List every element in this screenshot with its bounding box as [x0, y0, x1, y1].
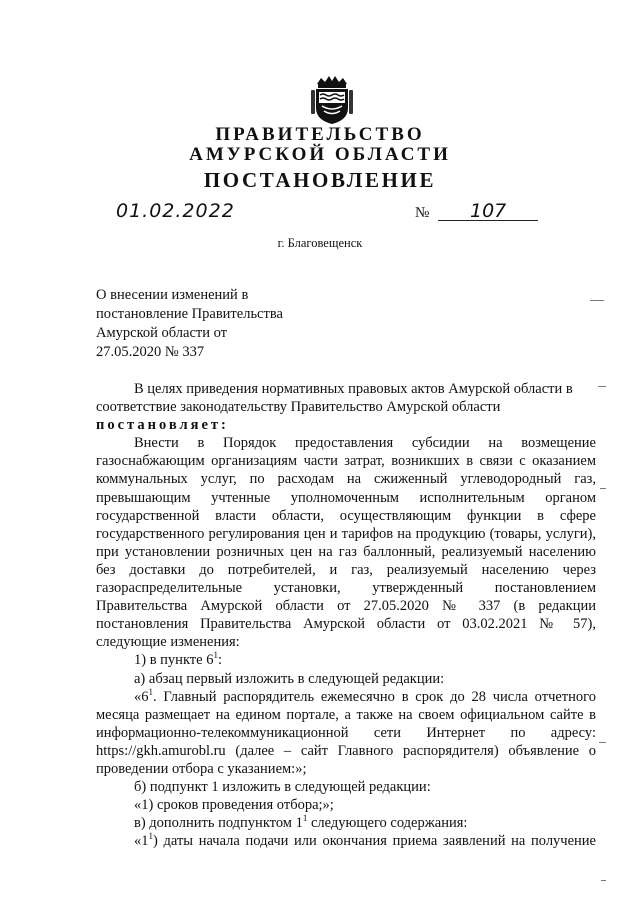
number-underline: [438, 220, 538, 221]
document-number-handwritten: 107: [470, 200, 507, 222]
intro-line: соответствие законодательству Правительство Амурской области: [96, 399, 501, 416]
intro-line: В целях приведения нормативных правовых актов Амурской области в: [134, 381, 573, 397]
subject-line: О внесении изменений в: [96, 287, 249, 303]
scan-speck: [598, 386, 606, 387]
quote-line: https://gkh.amurobl.ru (далее – сайт Главного распорядителя) объявление о: [96, 742, 596, 759]
subject-line: постановление Правительства: [96, 306, 283, 322]
quote-line: «1) сроков проведения отбора;»;: [134, 797, 334, 814]
city-line: г. Благовещенск: [277, 236, 363, 250]
paragraph-line: без доставки до потребителей, и газ, реализуемый населению через: [96, 561, 596, 578]
document-date-handwritten: 01.02.2022: [116, 200, 235, 222]
document-body: [96, 380, 596, 850]
paragraph-line: газораспределительные установки, утвержденный постановлением: [96, 580, 596, 597]
paragraph-line: превышающим учтенные уполномоченным исполнительным органом: [96, 489, 596, 506]
org-title-line1: ПРАВИТЕЛЬСТВО: [215, 124, 425, 145]
scan-speck: [590, 300, 604, 301]
scan-speck: [601, 880, 606, 881]
item-v: в) дополнить подпунктом $1^1$ следующего содержания:: [134, 813, 468, 832]
scan-speck: [599, 742, 606, 743]
scan-speck: [600, 488, 606, 489]
paragraph-line: государственной власти области, осуществляющим функции в сфере: [96, 507, 596, 524]
quote-line: информационно-телекоммуникационной сети Интернет по адресу:: [96, 724, 596, 741]
paragraph-line: Правительства Амурской области от 27.05.2020 № 337 (в редакции: [96, 598, 596, 615]
quote-line: месяца размещает на едином портале, а также на своем официальном сайте в: [96, 706, 596, 723]
paragraph-line: коммунальных услуг, по расходам на сжиженный углеводородный газ,: [96, 471, 596, 488]
quote-line: проведении отбора с указанием:»;: [96, 760, 307, 777]
paragraph-line: следующие изменения:: [96, 634, 240, 651]
item-1: 1) в пункте $6^1$:: [134, 650, 222, 669]
paragraph-line: государственного регулирования цен и тарифов на продукцию (товары, услуги),: [96, 525, 596, 542]
subject-line: 27.05.2020 № 337: [96, 344, 205, 360]
item-a: а) абзац первый изложить в следующей редакции:: [134, 670, 445, 687]
quote-line: «$1^1$) даты начала подачи или окончания приема заявлений на получение: [134, 831, 596, 850]
number-label: №: [415, 205, 430, 221]
quote-line: «$6^1$. Главный распорядитель ежемесячно в срок до 28 числа отчетного: [134, 686, 596, 705]
amur-region-coat-of-arms-icon: [309, 70, 355, 126]
item-b: б) подпункт 1 изложить в следующей редакции:: [134, 779, 431, 796]
paragraph-line: газоснабжающим организациям части затрат, возникших в связи с оказанием: [96, 453, 596, 470]
subject-line: Амурской области от: [96, 325, 228, 341]
document-type-title: ПОСТАНОВЛЕНИЕ: [203, 168, 437, 192]
paragraph-line: Внести в Порядок предоставления субсидии на возмещение: [134, 435, 596, 452]
org-title-line2: АМУРСКОЙ ОБЛАСТИ: [189, 144, 451, 165]
document-subject: [96, 286, 356, 362]
paragraph-line: постановления Правительства Амурской области от 03.02.2021 № 57),: [96, 616, 596, 633]
paragraph-line: при установлении розничных цен на газ баллонный, реализуемый населению: [96, 543, 596, 560]
decree-word: постановляет:: [96, 417, 229, 434]
